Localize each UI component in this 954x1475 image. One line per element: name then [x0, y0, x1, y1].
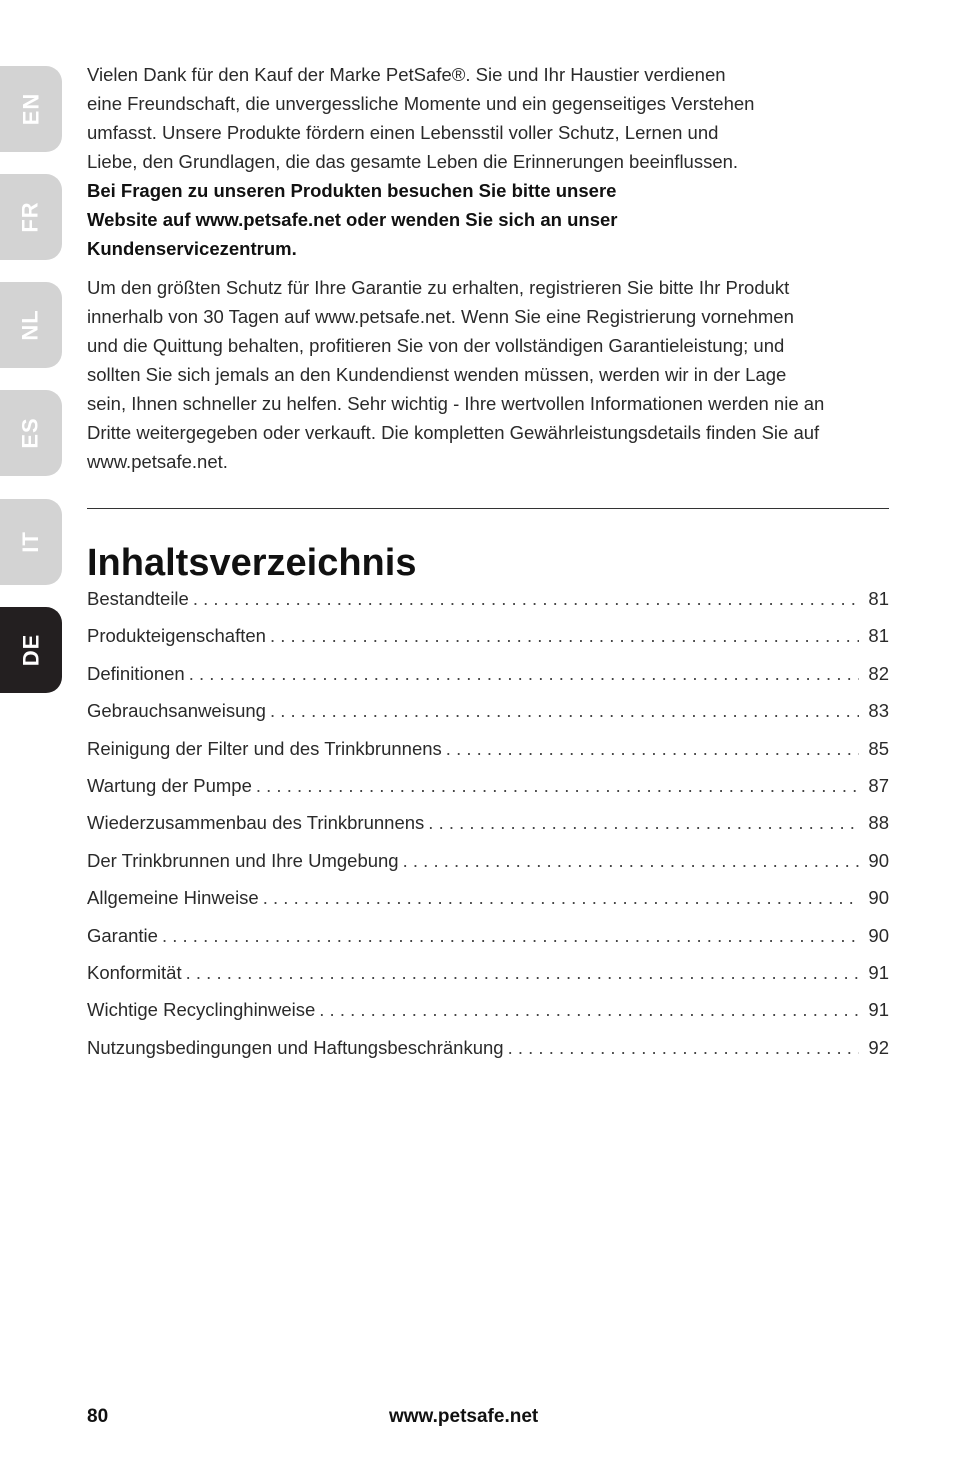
toc-entry-page: 85 — [868, 737, 889, 759]
section-divider — [87, 508, 889, 509]
toc-entry[interactable] — [87, 962, 889, 999]
registration-line: sein, Ihnen schneller zu helfen. Sehr wichtig - Ihre wertvollen Informationen werden nie an — [87, 393, 825, 414]
tab-nl[interactable] — [0, 282, 62, 368]
toc-entry-title: Reinigung der Filter und des Trinkbrunnens — [87, 737, 442, 759]
tab-fr-label: FR — [17, 201, 43, 233]
toc-list — [87, 588, 889, 1074]
toc-leader — [403, 850, 859, 872]
toc-leader — [186, 962, 859, 984]
tab-es-label: ES — [17, 417, 43, 449]
tab-de[interactable] — [0, 607, 62, 693]
toc-entry-title: Definitionen — [87, 662, 185, 684]
toc-entry-page: 90 — [868, 849, 889, 871]
toc-entry-title: Gebrauchsanweisung — [87, 700, 266, 722]
intro-line: Vielen Dank für den Kauf der Marke PetSafe®. Sie und Ihr Haustier verdienen — [87, 64, 726, 85]
toc-leader — [270, 700, 859, 722]
toc-leader — [508, 1037, 859, 1059]
toc-leader — [263, 887, 859, 909]
registration-line: www.petsafe.net. — [87, 451, 228, 472]
toc-entry[interactable] — [87, 887, 889, 924]
footer-url[interactable]: www.petsafe.net — [389, 1406, 539, 1427]
toc-leader — [428, 812, 859, 834]
page-number: 80 — [87, 1406, 109, 1427]
toc-leader — [189, 663, 859, 685]
toc-entry-page: 87 — [868, 774, 889, 796]
toc-leader — [162, 925, 859, 947]
toc-leader — [270, 625, 859, 647]
toc-entry[interactable] — [87, 700, 889, 737]
tab-fr[interactable] — [0, 174, 62, 260]
toc-entry-title: Bestandteile — [87, 588, 189, 609]
tab-de-label: DE — [18, 633, 43, 667]
toc-entry[interactable] — [87, 625, 889, 662]
contact-paragraph — [87, 176, 889, 263]
intro-line: umfasst. Unsere Produkte fördern einen Lebensstil voller Schutz, Lernen und — [87, 122, 719, 143]
toc-entry-page: 91 — [868, 961, 889, 983]
toc-entry[interactable] — [87, 925, 889, 962]
toc-entry-title: Konformität — [87, 961, 182, 983]
intro-paragraph — [87, 60, 889, 176]
toc-entry[interactable] — [87, 663, 889, 700]
registration-paragraph — [87, 273, 889, 476]
toc-entry-title: Nutzungsbedingungen und Haftungsbeschränkung — [87, 1036, 504, 1058]
toc-title: Inhaltsverzeichnis — [87, 542, 417, 584]
registration-line: sollten Sie sich jemals an den Kundendienst wenden müssen, werden wir in der Lage — [87, 364, 787, 385]
toc-leader — [319, 999, 859, 1021]
registration-line: innerhalb von 30 Tagen auf www.petsafe.net. Wenn Sie eine Registrierung vornehmen — [87, 306, 794, 327]
toc-entry[interactable] — [87, 850, 889, 887]
toc-entry-page: 90 — [868, 924, 889, 946]
contact-line: Kundenservicezentrum. — [87, 238, 297, 259]
intro-line: eine Freundschaft, die unvergessliche Momente und ein gegenseitiges Verstehen — [87, 93, 755, 114]
toc-entry-title: Wartung der Pumpe — [87, 774, 252, 796]
contact-line: Bei Fragen zu unseren Produkten besuchen Sie bitte unsere — [87, 180, 617, 201]
tab-es[interactable] — [0, 390, 62, 476]
toc-entry-page: 92 — [868, 1036, 889, 1058]
toc-entry-page: 83 — [868, 700, 889, 722]
tab-it-label: IT — [18, 531, 43, 553]
toc-entry-page: 91 — [868, 999, 889, 1021]
toc-leader — [446, 738, 859, 760]
toc-entry-title: Der Trinkbrunnen und Ihre Umgebung — [87, 849, 399, 871]
toc-entry-page: 81 — [868, 588, 889, 609]
tab-en-label: EN — [18, 92, 43, 126]
registration-line: Dritte weitergegeben oder verkauft. Die kompletten Gewährleistungsdetails finden Sie auf — [87, 422, 820, 443]
toc-entry[interactable] — [87, 812, 889, 849]
toc-entry-page: 88 — [868, 812, 889, 834]
registration-line: und die Quittung behalten, profitieren Sie von der vollständigen Garantieleistung; und — [87, 335, 785, 356]
page-footer — [87, 1406, 889, 1436]
toc-leader — [256, 775, 859, 797]
toc-entry-title: Wichtige Recyclinghinweise — [87, 999, 316, 1021]
tab-it[interactable] — [0, 499, 62, 585]
registration-line: Um den größten Schutz für Ihre Garantie zu erhalten, registrieren Sie bitte Ihr Produkt — [87, 277, 790, 298]
toc-entry-title: Garantie — [87, 924, 158, 946]
toc-entry[interactable] — [87, 1037, 889, 1074]
toc-entry-title: Produkteigenschaften — [87, 625, 266, 647]
tab-nl-label: NL — [17, 309, 43, 341]
toc-entry[interactable] — [87, 999, 889, 1036]
toc-entry-page: 81 — [868, 625, 889, 647]
toc-entry-title: Wiederzusammenbau des Trinkbrunnens — [87, 812, 425, 834]
toc-entry[interactable] — [87, 775, 889, 812]
toc-entry[interactable] — [87, 738, 889, 775]
toc-entry-page: 90 — [868, 887, 889, 909]
toc-leader — [193, 588, 859, 610]
intro-line: Liebe, den Grundlagen, die das gesamte Leben die Erinnerungen beeinflussen. — [87, 151, 739, 172]
contact-line: Website auf www.petsafe.net oder wenden Sie sich an unser — [87, 209, 618, 230]
toc-entry[interactable] — [87, 588, 889, 625]
toc-entry-page: 82 — [868, 662, 889, 684]
tab-en[interactable] — [0, 66, 62, 152]
toc-entry-title: Allgemeine Hinweise — [87, 887, 259, 909]
